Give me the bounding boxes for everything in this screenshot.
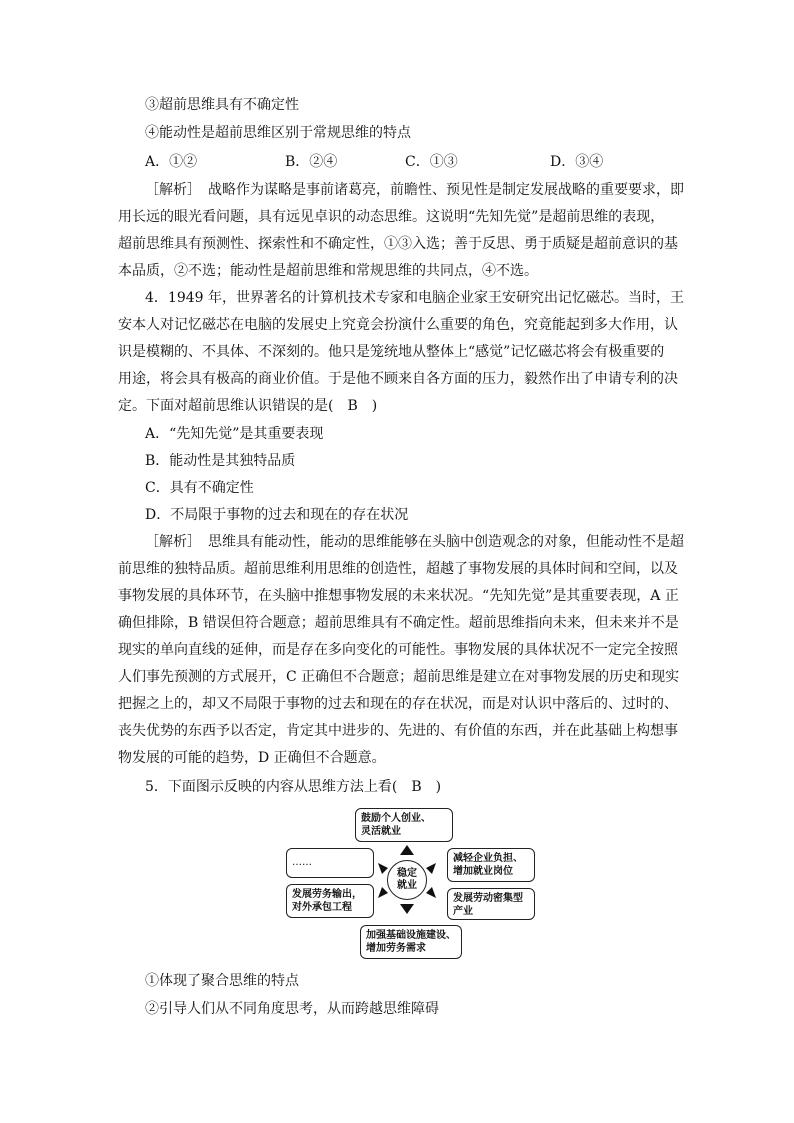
q4-analysis-line: 把握之上的，却又不局限于事物的过去和现在的存在状况，而是对认识中落后的、过时的、 <box>118 696 678 712</box>
q4-analysis-line: 事物发展的具体环节，在头脑中推想事物发展的未来状况。“先知先觉”是其重要表现，A 正 <box>118 588 679 604</box>
diagram-box-text: 产业 <box>453 906 473 917</box>
q5-stem: 5．下面图示反映的内容从思维方法上看( B ) <box>145 779 442 795</box>
diagram-arrows <box>286 808 536 963</box>
diagram-box-text: 灵活就业 <box>361 826 401 837</box>
diagram-box-text: 增加就业岗位 <box>453 866 513 877</box>
diagram-box-text: 对外承包工程 <box>292 902 352 913</box>
q4-stem-line: 4．1949 年，世界著名的计算机技术专家和电脑企业家王安研究出记忆磁芯。当时，王 <box>145 290 684 306</box>
arrow-down-right-icon <box>426 887 436 898</box>
q4-analysis-line: 丧失优势的东西予以否定，肯定其中进步的、先进的、有价值的东西，并在此基础上构想事 <box>118 723 678 739</box>
q4-analysis-line: 人们事先预测的方式展开，C 正确但不合题意；超前思维是建立在对事物发展的历史和现实 <box>118 669 680 685</box>
q3-item-3: ③超前思维具有不确定性 <box>145 97 299 113</box>
arrow-down-left-icon <box>378 887 388 898</box>
q3-option-c: C．①③ <box>405 154 458 170</box>
q4-stem-line: 用途，将会具有极高的商业价值。于是他不顾来自各方面的压力，毅然作出了申请专利的决 <box>118 371 678 387</box>
q3-option-a: A．①② <box>145 154 198 170</box>
q4-stem-line: 定。下面对超前思维认识错误的是( B ) <box>118 398 378 414</box>
diagram-box-text: 鼓励个人创业、 <box>361 813 431 824</box>
arrow-down-icon <box>400 904 414 914</box>
q4-stem-line: 识是模糊的、不具体、不深刻的。他只是笼统地从整体上“感觉”记忆磁芯将会有极重要的 <box>118 344 665 360</box>
q3-analysis-line: 本品质，②不选；能动性是超前思维和常规思维的共同点，④不选。 <box>118 263 538 279</box>
q5-item-2: ②引导人们从不同角度思考，从而跨越思维障碍 <box>145 1001 439 1017</box>
q4-analysis-line: 前思维的独特品质。超前思维利用思维的创造性，超越了事物发展的具体时间和空间，以及 <box>118 561 678 577</box>
q4-analysis-line: 确但排除，B 错误但符合题意；超前思维具有不确定性。超前思维指向未来，但未来并不是 <box>118 615 679 631</box>
diagram-center-text: 就业 <box>397 880 417 891</box>
q4-option-b: B．能动性是其独特品质 <box>145 453 296 469</box>
q3-analysis-line: 用长远的眼光看问题，具有远见卓识的动态思维。这说明“先知先觉”是超前思维的表现， <box>118 209 665 225</box>
q4-stem-line: 安本人对记忆磁芯在电脑的发展史上究竟会扮演什么重要的角色，究竟能起到多大作用，认 <box>118 317 678 333</box>
diagram-box-text: 发展劳务输出， <box>292 889 362 900</box>
q3-analysis-line: ［解析］ 战略作为谋略是事前诸葛亮，前瞻性、预见性是制定发展战略的重要要求，即 <box>145 182 684 198</box>
q4-analysis-line: 现实的单向直线的延伸，而是存在多向变化的可能性。事物发展的具体状况不一定完全按照 <box>118 642 678 658</box>
diagram-box-text: …… <box>292 857 312 868</box>
q4-option-c: C．具有不确定性 <box>145 480 254 496</box>
employment-diagram <box>286 808 526 963</box>
q5-item-1: ①体现了聚合思维的特点 <box>145 973 299 989</box>
diagram-box-text: 增加劳务需求 <box>366 943 426 954</box>
diagram-box-text: 减轻企业负担、 <box>453 853 523 864</box>
q3-option-d: D．③④ <box>550 154 604 170</box>
q4-option-a: A．“先知先觉”是其重要表现 <box>145 426 324 442</box>
q3-option-b: B．②④ <box>285 154 338 170</box>
q3-analysis-line: 超前思维具有预测性、探索性和不确定性，①③入选；善于反思、勇于质疑是超前意识的基 <box>118 236 678 252</box>
arrow-up-icon <box>400 845 414 855</box>
diagram-box-text: 发展劳动密集型 <box>453 893 523 904</box>
arrow-up-left-icon <box>378 863 388 874</box>
q4-analysis-line: 物发展的可能的趋势，D 正确但不合题意。 <box>118 750 386 766</box>
q3-item-4: ④能动性是超前思维区别于常规思维的特点 <box>145 125 411 141</box>
arrow-up-right-icon <box>426 863 436 874</box>
q4-analysis-line: ［解析］ 思维具有能动性，能动的思维能够在头脑中创造观念的对象，但能动性不是超 <box>145 534 684 550</box>
diagram-box-text: 加强基础设施建设、 <box>366 930 456 941</box>
diagram-center-text: 稳定 <box>397 868 417 879</box>
q4-option-d: D．不局限于事物的过去和现在的存在状况 <box>145 507 409 523</box>
